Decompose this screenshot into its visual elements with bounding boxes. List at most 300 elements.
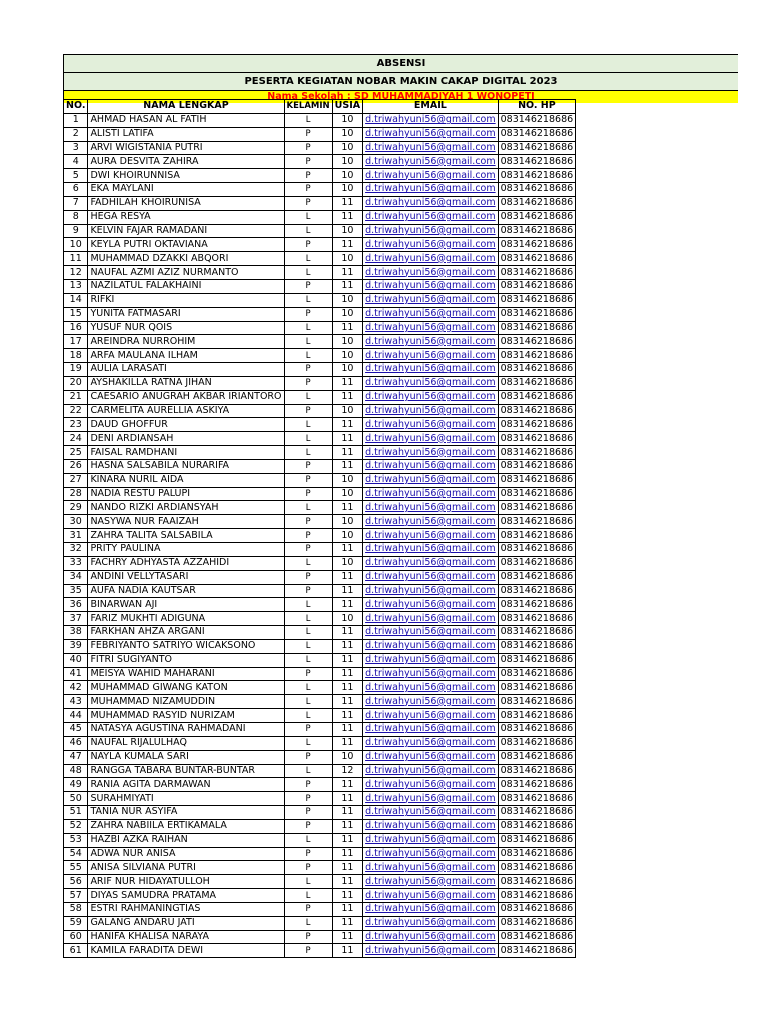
student-name: CARMELITA AURELLIA ASKIYA	[88, 404, 284, 418]
student-age: 11	[332, 639, 362, 653]
row-number: 49	[64, 778, 88, 792]
row-number: 13	[64, 279, 88, 293]
table-row	[64, 833, 576, 847]
email-link[interactable]: d.triwahyuni56@gmail.com	[363, 639, 499, 653]
row-number: 43	[64, 695, 88, 709]
row-number: 55	[64, 861, 88, 875]
student-gender: L	[284, 709, 332, 723]
email-link[interactable]: d.triwahyuni56@gmail.com	[363, 847, 499, 861]
student-age: 11	[332, 459, 362, 473]
phone-number: 083146218686	[498, 363, 576, 377]
student-age: 10	[332, 556, 362, 570]
student-name: FARKHAN AHZA ARGANI	[88, 626, 284, 640]
row-number: 28	[64, 487, 88, 501]
email-link[interactable]: d.triwahyuni56@gmail.com	[363, 598, 499, 612]
email-link[interactable]: d.triwahyuni56@gmail.com	[363, 889, 499, 903]
table-row	[64, 487, 576, 501]
email-link[interactable]: d.triwahyuni56@gmail.com	[363, 833, 499, 847]
email-link[interactable]: d.triwahyuni56@gmail.com	[363, 335, 499, 349]
student-age: 12	[332, 764, 362, 778]
sheet-title: ABSENSI	[376, 58, 426, 69]
student-age: 10	[332, 307, 362, 321]
row-number: 21	[64, 390, 88, 404]
row-number: 50	[64, 792, 88, 806]
email-link[interactable]: d.triwahyuni56@gmail.com	[363, 626, 499, 640]
table-row	[64, 930, 576, 944]
table-row	[64, 335, 576, 349]
phone-number: 083146218686	[498, 709, 576, 723]
table-row	[64, 584, 576, 598]
student-age: 11	[332, 446, 362, 460]
table-header-row	[64, 100, 576, 114]
student-gender: P	[284, 141, 332, 155]
phone-number: 083146218686	[498, 875, 576, 889]
table-row	[64, 875, 576, 889]
row-number: 57	[64, 889, 88, 903]
table-row	[64, 196, 576, 210]
email-link[interactable]: d.triwahyuni56@gmail.com	[363, 875, 499, 889]
column-header-age: USIA	[332, 100, 362, 114]
student-name: HASNA SALSABILA NURARIFA	[88, 459, 284, 473]
student-name: TANIA NUR ASYIFA	[88, 806, 284, 820]
student-age: 10	[332, 750, 362, 764]
email-link[interactable]: d.triwahyuni56@gmail.com	[363, 529, 499, 543]
email-link[interactable]: d.triwahyuni56@gmail.com	[363, 806, 499, 820]
email-link[interactable]: d.triwahyuni56@gmail.com	[363, 446, 499, 460]
student-age: 11	[332, 695, 362, 709]
email-link[interactable]: d.triwahyuni56@gmail.com	[363, 418, 499, 432]
email-link[interactable]: d.triwahyuni56@gmail.com	[363, 916, 499, 930]
row-number: 20	[64, 376, 88, 390]
student-name: KAMILA FARADITA DEWI	[88, 944, 284, 958]
email-link[interactable]: d.triwahyuni56@gmail.com	[363, 210, 499, 224]
student-gender: P	[284, 459, 332, 473]
student-name: HANIFA KHALISA NARAYA	[88, 930, 284, 944]
row-number: 38	[64, 626, 88, 640]
student-age: 10	[332, 155, 362, 169]
student-name: NAUFAL RIJALULHAQ	[88, 736, 284, 750]
student-age: 11	[332, 266, 362, 280]
student-gender: L	[284, 626, 332, 640]
row-number: 45	[64, 722, 88, 736]
table-row	[64, 709, 576, 723]
student-age: 11	[332, 819, 362, 833]
student-gender: L	[284, 764, 332, 778]
table-row	[64, 889, 576, 903]
table-row	[64, 612, 576, 626]
email-link[interactable]: d.triwahyuni56@gmail.com	[363, 113, 499, 127]
student-gender: L	[284, 889, 332, 903]
email-link[interactable]: d.triwahyuni56@gmail.com	[363, 252, 499, 266]
table-row	[64, 764, 576, 778]
row-number: 4	[64, 155, 88, 169]
phone-number: 083146218686	[498, 349, 576, 363]
phone-number: 083146218686	[498, 335, 576, 349]
student-name: FARIZ MUKHTI ADIGUNA	[88, 612, 284, 626]
row-number: 29	[64, 501, 88, 515]
row-number: 27	[64, 473, 88, 487]
school-name: Nama Sekolah : SD MUHAMMADIYAH 1 WONOPETI	[267, 91, 535, 102]
row-number: 7	[64, 196, 88, 210]
phone-number: 083146218686	[498, 529, 576, 543]
row-number: 18	[64, 349, 88, 363]
phone-number: 083146218686	[498, 515, 576, 529]
table-row	[64, 404, 576, 418]
student-gender: P	[284, 750, 332, 764]
email-link[interactable]: d.triwahyuni56@gmail.com	[363, 473, 499, 487]
student-name: NADIA RESTU PALUPI	[88, 487, 284, 501]
student-name: AYSHAKILLA RATNA JIHAN	[88, 376, 284, 390]
phone-number: 083146218686	[498, 293, 576, 307]
student-age: 11	[332, 626, 362, 640]
student-name: CAESARIO ANUGRAH AKBAR IRIANTORO	[88, 390, 284, 404]
row-number: 61	[64, 944, 88, 958]
student-name: FEBRIYANTO SATRIYO WICAKSONO	[88, 639, 284, 653]
phone-number: 083146218686	[498, 819, 576, 833]
student-gender: L	[284, 653, 332, 667]
email-link[interactable]: d.triwahyuni56@gmail.com	[363, 556, 499, 570]
student-gender: P	[284, 196, 332, 210]
email-link[interactable]: d.triwahyuni56@gmail.com	[363, 487, 499, 501]
sheet-subtitle-band	[63, 72, 738, 91]
row-number: 2	[64, 127, 88, 141]
student-gender: P	[284, 169, 332, 183]
row-number: 8	[64, 210, 88, 224]
student-gender: P	[284, 778, 332, 792]
student-gender: L	[284, 252, 332, 266]
student-name: MUHAMMAD GIWANG KATON	[88, 681, 284, 695]
phone-number: 083146218686	[498, 722, 576, 736]
email-link[interactable]: d.triwahyuni56@gmail.com	[363, 266, 499, 280]
phone-number: 083146218686	[498, 764, 576, 778]
email-link[interactable]: d.triwahyuni56@gmail.com	[363, 169, 499, 183]
row-number: 14	[64, 293, 88, 307]
table-row	[64, 653, 576, 667]
student-name: NAYLA KUMALA SARI	[88, 750, 284, 764]
table-row	[64, 224, 576, 238]
email-link[interactable]: d.triwahyuni56@gmail.com	[363, 819, 499, 833]
row-number: 47	[64, 750, 88, 764]
row-number: 51	[64, 806, 88, 820]
student-gender: L	[284, 321, 332, 335]
table-row	[64, 376, 576, 390]
student-age: 11	[332, 210, 362, 224]
phone-number: 083146218686	[498, 321, 576, 335]
email-link[interactable]: d.triwahyuni56@gmail.com	[363, 238, 499, 252]
email-link[interactable]: d.triwahyuni56@gmail.com	[363, 709, 499, 723]
student-age: 10	[332, 473, 362, 487]
email-link[interactable]: d.triwahyuni56@gmail.com	[363, 376, 499, 390]
table-row	[64, 556, 576, 570]
phone-number: 083146218686	[498, 169, 576, 183]
student-age: 11	[332, 196, 362, 210]
table-row	[64, 252, 576, 266]
phone-number: 083146218686	[498, 847, 576, 861]
email-link[interactable]: d.triwahyuni56@gmail.com	[363, 196, 499, 210]
email-link[interactable]: d.triwahyuni56@gmail.com	[363, 515, 499, 529]
email-link[interactable]: d.triwahyuni56@gmail.com	[363, 224, 499, 238]
student-name: AURA DESVITA ZAHIRA	[88, 155, 284, 169]
email-link[interactable]: d.triwahyuni56@gmail.com	[363, 695, 499, 709]
email-link[interactable]: d.triwahyuni56@gmail.com	[363, 930, 499, 944]
phone-number: 083146218686	[498, 902, 576, 916]
student-age: 11	[332, 390, 362, 404]
row-number: 39	[64, 639, 88, 653]
phone-number: 083146218686	[498, 598, 576, 612]
table-row	[64, 141, 576, 155]
email-link[interactable]: d.triwahyuni56@gmail.com	[363, 778, 499, 792]
student-name: ARIF NUR HIDAYATULLOH	[88, 875, 284, 889]
table-row	[64, 418, 576, 432]
email-link[interactable]: d.triwahyuni56@gmail.com	[363, 861, 499, 875]
table-row	[64, 307, 576, 321]
student-age: 11	[332, 543, 362, 557]
email-link[interactable]: d.triwahyuni56@gmail.com	[363, 902, 499, 916]
student-age: 11	[332, 279, 362, 293]
student-gender: P	[284, 307, 332, 321]
student-gender: L	[284, 639, 332, 653]
table-row	[64, 390, 576, 404]
student-gender: P	[284, 570, 332, 584]
email-link[interactable]: d.triwahyuni56@gmail.com	[363, 722, 499, 736]
student-name: ARVI WIGISTANIA PUTRI	[88, 141, 284, 155]
email-link[interactable]: d.triwahyuni56@gmail.com	[363, 543, 499, 557]
student-name: DENI ARDIANSAH	[88, 432, 284, 446]
student-age: 11	[332, 570, 362, 584]
student-age: 11	[332, 847, 362, 861]
table-row	[64, 155, 576, 169]
email-link[interactable]: d.triwahyuni56@gmail.com	[363, 183, 499, 197]
student-age: 11	[332, 681, 362, 695]
student-name: NATASYA AGUSTINA RAHMADANI	[88, 722, 284, 736]
phone-number: 083146218686	[498, 653, 576, 667]
student-gender: P	[284, 376, 332, 390]
student-age: 11	[332, 722, 362, 736]
student-gender: L	[284, 446, 332, 460]
student-age: 10	[332, 404, 362, 418]
student-name: SURAHMIYATI	[88, 792, 284, 806]
email-link[interactable]: d.triwahyuni56@gmail.com	[363, 570, 499, 584]
student-gender: L	[284, 501, 332, 515]
sheet-subtitle: PESERTA KEGIATAN NOBAR MAKIN CAKAP DIGITAL 2023	[244, 76, 558, 87]
table-row	[64, 598, 576, 612]
phone-number: 083146218686	[498, 307, 576, 321]
email-link[interactable]: d.triwahyuni56@gmail.com	[363, 584, 499, 598]
phone-number: 083146218686	[498, 778, 576, 792]
email-link[interactable]: d.triwahyuni56@gmail.com	[363, 681, 499, 695]
email-link[interactable]: d.triwahyuni56@gmail.com	[363, 293, 499, 307]
student-gender: P	[284, 930, 332, 944]
student-name: RIFKI	[88, 293, 284, 307]
phone-number: 083146218686	[498, 930, 576, 944]
phone-number: 083146218686	[498, 432, 576, 446]
student-name: FAISAL RAMDHANI	[88, 446, 284, 460]
email-link[interactable]: d.triwahyuni56@gmail.com	[363, 459, 499, 473]
student-age: 11	[332, 598, 362, 612]
student-gender: P	[284, 543, 332, 557]
table-row	[64, 750, 576, 764]
phone-number: 083146218686	[498, 155, 576, 169]
student-age: 11	[332, 418, 362, 432]
student-name: ZAHRA NABIILA ERTIKAMALA	[88, 819, 284, 833]
student-gender: L	[284, 556, 332, 570]
row-number: 9	[64, 224, 88, 238]
table-row	[64, 321, 576, 335]
phone-number: 083146218686	[498, 612, 576, 626]
row-number: 36	[64, 598, 88, 612]
student-gender: L	[284, 266, 332, 280]
row-number: 26	[64, 459, 88, 473]
row-number: 58	[64, 902, 88, 916]
table-row	[64, 792, 576, 806]
row-number: 15	[64, 307, 88, 321]
phone-number: 083146218686	[498, 626, 576, 640]
row-number: 6	[64, 183, 88, 197]
email-link[interactable]: d.triwahyuni56@gmail.com	[363, 127, 499, 141]
student-gender: P	[284, 238, 332, 252]
email-link[interactable]: d.triwahyuni56@gmail.com	[363, 349, 499, 363]
phone-number: 083146218686	[498, 806, 576, 820]
row-number: 54	[64, 847, 88, 861]
student-gender: L	[284, 681, 332, 695]
student-age: 10	[332, 183, 362, 197]
table-row	[64, 183, 576, 197]
email-link[interactable]: d.triwahyuni56@gmail.com	[363, 390, 499, 404]
table-row	[64, 819, 576, 833]
student-age: 11	[332, 944, 362, 958]
row-number: 30	[64, 515, 88, 529]
student-age: 11	[332, 653, 362, 667]
row-number: 17	[64, 335, 88, 349]
email-link[interactable]: d.triwahyuni56@gmail.com	[363, 432, 499, 446]
student-age: 11	[332, 501, 362, 515]
column-header-name: NAMA LENGKAP	[88, 100, 284, 114]
student-age: 11	[332, 833, 362, 847]
phone-number: 083146218686	[498, 183, 576, 197]
phone-number: 083146218686	[498, 584, 576, 598]
student-gender: P	[284, 792, 332, 806]
student-name: NAUFAL AZMI AZIZ NURMANTO	[88, 266, 284, 280]
table-row	[64, 806, 576, 820]
phone-number: 083146218686	[498, 196, 576, 210]
student-age: 11	[332, 792, 362, 806]
student-age: 11	[332, 806, 362, 820]
student-gender: P	[284, 584, 332, 598]
column-header-phone: NO. HP	[498, 100, 576, 114]
student-gender: P	[284, 861, 332, 875]
email-link[interactable]: d.triwahyuni56@gmail.com	[363, 307, 499, 321]
phone-number: 083146218686	[498, 570, 576, 584]
table-row	[64, 293, 576, 307]
student-age: 11	[332, 376, 362, 390]
email-link[interactable]: d.triwahyuni56@gmail.com	[363, 321, 499, 335]
table-row	[64, 279, 576, 293]
phone-number: 083146218686	[498, 487, 576, 501]
phone-number: 083146218686	[498, 459, 576, 473]
email-link[interactable]: d.triwahyuni56@gmail.com	[363, 141, 499, 155]
email-link[interactable]: d.triwahyuni56@gmail.com	[363, 792, 499, 806]
student-name: ESTRI RAHMANINGTIAS	[88, 902, 284, 916]
student-gender: L	[284, 390, 332, 404]
table-row	[64, 349, 576, 363]
student-name: BINARWAN AJI	[88, 598, 284, 612]
email-link[interactable]: d.triwahyuni56@gmail.com	[363, 667, 499, 681]
phone-number: 083146218686	[498, 390, 576, 404]
phone-number: 083146218686	[498, 681, 576, 695]
student-name: ANDINI VELLYTASARI	[88, 570, 284, 584]
email-link[interactable]: d.triwahyuni56@gmail.com	[363, 501, 499, 515]
phone-number: 083146218686	[498, 127, 576, 141]
student-gender: P	[284, 902, 332, 916]
student-name: MUHAMMAD NIZAMUDDIN	[88, 695, 284, 709]
student-name: HEGA RESYA	[88, 210, 284, 224]
table-body	[64, 113, 576, 957]
student-gender: L	[284, 113, 332, 127]
email-link[interactable]: d.triwahyuni56@gmail.com	[363, 279, 499, 293]
row-number: 60	[64, 930, 88, 944]
table-row	[64, 529, 576, 543]
row-number: 5	[64, 169, 88, 183]
student-name: AREINDRA NURROHIM	[88, 335, 284, 349]
student-gender: L	[284, 349, 332, 363]
student-gender: L	[284, 418, 332, 432]
student-age: 10	[332, 612, 362, 626]
table-row	[64, 695, 576, 709]
email-link[interactable]: d.triwahyuni56@gmail.com	[363, 736, 499, 750]
email-link[interactable]: d.triwahyuni56@gmail.com	[363, 944, 499, 958]
email-link[interactable]: d.triwahyuni56@gmail.com	[363, 363, 499, 377]
student-name: ANISA SILVIANA PUTRI	[88, 861, 284, 875]
student-gender: P	[284, 279, 332, 293]
email-link[interactable]: d.triwahyuni56@gmail.com	[363, 612, 499, 626]
student-gender: P	[284, 819, 332, 833]
student-name: FITRI SUGIYANTO	[88, 653, 284, 667]
student-name: MEISYA WAHID MAHARANI	[88, 667, 284, 681]
phone-number: 083146218686	[498, 473, 576, 487]
student-age: 10	[332, 252, 362, 266]
student-name: DWI KHOIRUNNISA	[88, 169, 284, 183]
student-age: 11	[332, 238, 362, 252]
email-link[interactable]: d.triwahyuni56@gmail.com	[363, 404, 499, 418]
student-age: 10	[332, 293, 362, 307]
student-name: YUNITA FATMASARI	[88, 307, 284, 321]
row-number: 41	[64, 667, 88, 681]
student-age: 11	[332, 709, 362, 723]
student-gender: P	[284, 806, 332, 820]
student-age: 11	[332, 736, 362, 750]
student-age: 10	[332, 515, 362, 529]
row-number: 59	[64, 916, 88, 930]
email-link[interactable]: d.triwahyuni56@gmail.com	[363, 750, 499, 764]
student-gender: P	[284, 722, 332, 736]
row-number: 19	[64, 363, 88, 377]
column-header-email: EMAIL	[363, 100, 499, 114]
student-name: ALISTI LATIFA	[88, 127, 284, 141]
email-link[interactable]: d.triwahyuni56@gmail.com	[363, 155, 499, 169]
row-number: 22	[64, 404, 88, 418]
row-number: 31	[64, 529, 88, 543]
email-link[interactable]: d.triwahyuni56@gmail.com	[363, 764, 499, 778]
student-age: 10	[332, 363, 362, 377]
student-gender: P	[284, 127, 332, 141]
student-name: AUFA NADIA KAUTSAR	[88, 584, 284, 598]
email-link[interactable]: d.triwahyuni56@gmail.com	[363, 653, 499, 667]
student-age: 10	[332, 529, 362, 543]
student-gender: P	[284, 529, 332, 543]
student-name: ARFA MAULANA ILHAM	[88, 349, 284, 363]
student-name: RANGGA TABARA BUNTAR-BUNTAR	[88, 764, 284, 778]
student-age: 11	[332, 875, 362, 889]
